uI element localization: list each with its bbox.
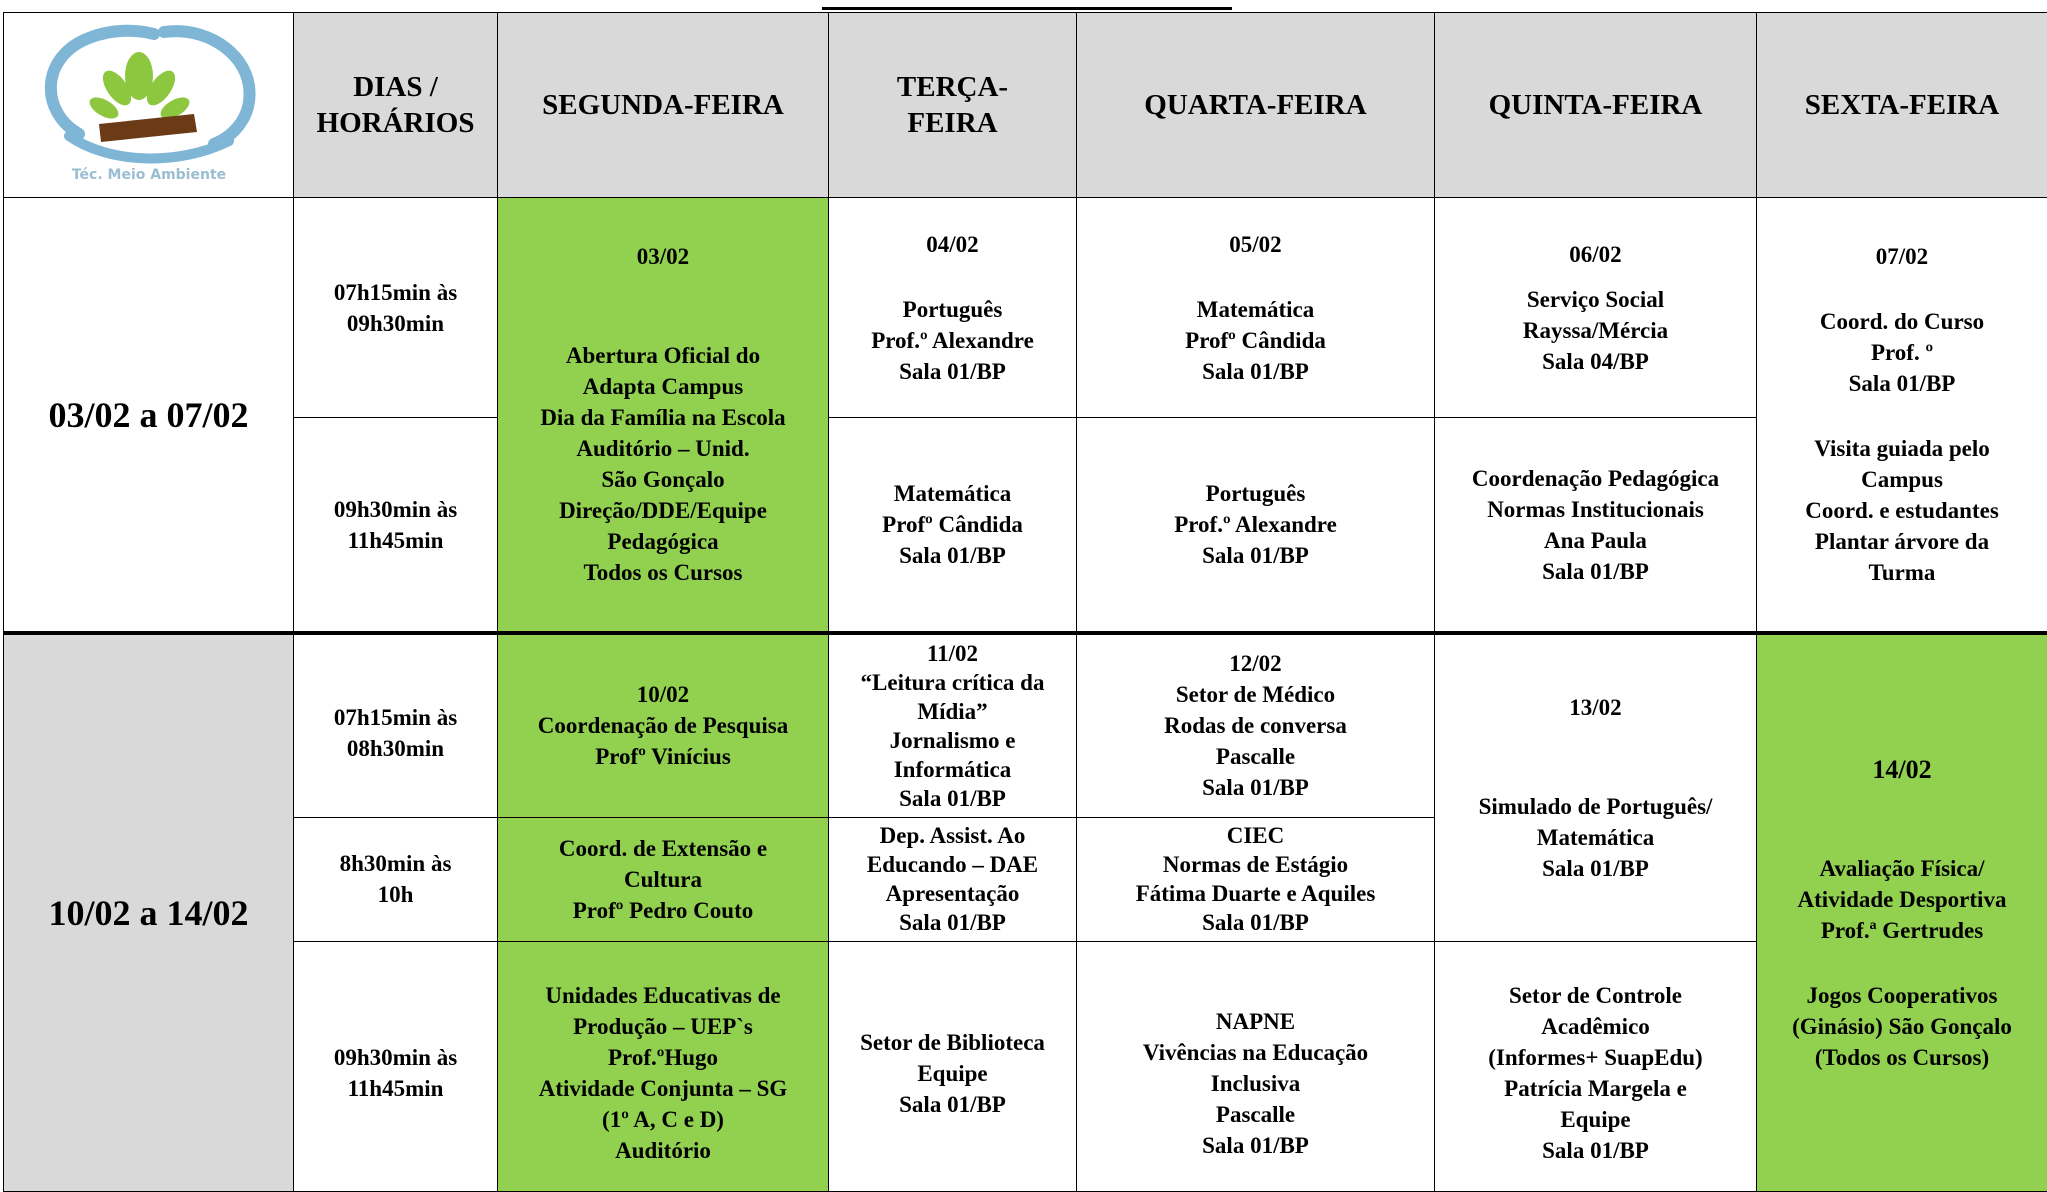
week2-monday-slot1: 10/02 Coordenação de Pesquisa Profº Vinícius bbox=[498, 633, 829, 817]
header-time: DIAS / HORÁRIOS bbox=[294, 13, 498, 198]
week2-row3 bbox=[4, 941, 2047, 1191]
week1-friday: 07/02 Coord. do Curso Prof. º Sala 01/BP Visita guiada pelo Campus Coord. e estudantes Plantar árvore da Turma bbox=[1757, 198, 2047, 633]
week1-wednesday-slot1: 05/02 Matemática Profº Cândida Sala 01/BP bbox=[1077, 198, 1435, 418]
week2-time2: 8h30min às 10h bbox=[294, 817, 498, 941]
environment-logo-icon bbox=[29, 16, 269, 186]
week2-thursday-slot1: 13/02 Simulado de Português/ Matemática Sala 01/BP bbox=[1435, 633, 1757, 941]
header-monday: SEGUNDA-FEIRA bbox=[498, 13, 829, 198]
header-row bbox=[4, 13, 2047, 198]
week1-label: 03/02 a 07/02 bbox=[4, 198, 294, 633]
title-underline bbox=[822, 0, 1232, 10]
week2-thursday-slot2: Setor de Controle Acadêmico (Informes+ SuapEdu) Patrícia Margela e Equipe Sala 01/BP bbox=[1435, 941, 1757, 1191]
header-friday: SEXTA-FEIRA bbox=[1757, 13, 2047, 198]
week2-tuesday-slot1: 11/02 “Leitura crítica da Mídia” Jornalismo e Informática Sala 01/BP bbox=[829, 633, 1077, 817]
week1-row2 bbox=[4, 418, 2047, 633]
week2-time3: 09h30min às 11h45min bbox=[294, 941, 498, 1191]
week1-tuesday-slot1: 04/02 Português Prof.º Alexandre Sala 01/BP bbox=[829, 198, 1077, 418]
week2-time1: 07h15min às 08h30min bbox=[294, 633, 498, 817]
header-tuesday: TERÇA- FEIRA bbox=[829, 13, 1077, 198]
week1-thursday-slot1: 06/02 Serviço Social Rayssa/Mércia Sala 04/BP bbox=[1435, 198, 1757, 418]
week1-monday: 03/02 Abertura Oficial do Adapta Campus Dia da Família na Escola Auditório – Unid. São Gonçalo Direção/DDE/Equipe Pedagógica Todos os Cursos bbox=[498, 198, 829, 633]
week2-row1 bbox=[4, 633, 2047, 817]
week2-tuesday-slot2: Dep. Assist. Ao Educando – DAE Apresentação Sala 01/BP bbox=[829, 817, 1077, 941]
week2-monday-slot2: Coord. de Extensão e Cultura Profº Pedro Couto bbox=[498, 817, 829, 941]
week1-row1 bbox=[4, 198, 2047, 418]
header-wednesday: QUARTA-FEIRA bbox=[1077, 13, 1435, 198]
week2-label: 10/02 a 14/02 bbox=[4, 633, 294, 1192]
week1-time1: 07h15min às 09h30min bbox=[294, 198, 498, 418]
week2-wednesday-slot3: NAPNE Vivências na Educação Inclusiva Pascalle Sala 01/BP bbox=[1077, 941, 1435, 1191]
week2-wednesday-slot1: 12/02 Setor de Médico Rodas de conversa Pascalle Sala 01/BP bbox=[1077, 633, 1435, 817]
week1-wednesday-slot2: Português Prof.º Alexandre Sala 01/BP bbox=[1077, 418, 1435, 633]
week2-wednesday-slot2: CIEC Normas de Estágio Fátima Duarte e Aquiles Sala 01/BP bbox=[1077, 817, 1435, 941]
week2-monday-slot3: Unidades Educativas de Produção – UEP`s Prof.ºHugo Atividade Conjunta – SG (1º A, C e D) Auditório bbox=[498, 941, 829, 1191]
week1-time2: 09h30min às 11h45min bbox=[294, 418, 498, 633]
header-thursday: QUINTA-FEIRA bbox=[1435, 13, 1757, 198]
week1-thursday-slot2: Coordenação Pedagógica Normas Institucionais Ana Paula Sala 01/BP bbox=[1435, 418, 1757, 633]
logo-cell bbox=[4, 13, 294, 198]
week2-friday: 14/02 Avaliação Física/ Atividade Desportiva Prof.ª Gertrudes Jogos Cooperativos (Ginásio) São Gonçalo (Todos os Cursos) bbox=[1757, 633, 2047, 1192]
schedule-table bbox=[3, 12, 2047, 1192]
week2-tuesday-slot3: Setor de Biblioteca Equipe Sala 01/BP bbox=[829, 941, 1077, 1191]
week1-tuesday-slot2: Matemática Profº Cândida Sala 01/BP bbox=[829, 418, 1077, 633]
logo-caption: Téc. Meio Ambiente bbox=[71, 166, 226, 183]
